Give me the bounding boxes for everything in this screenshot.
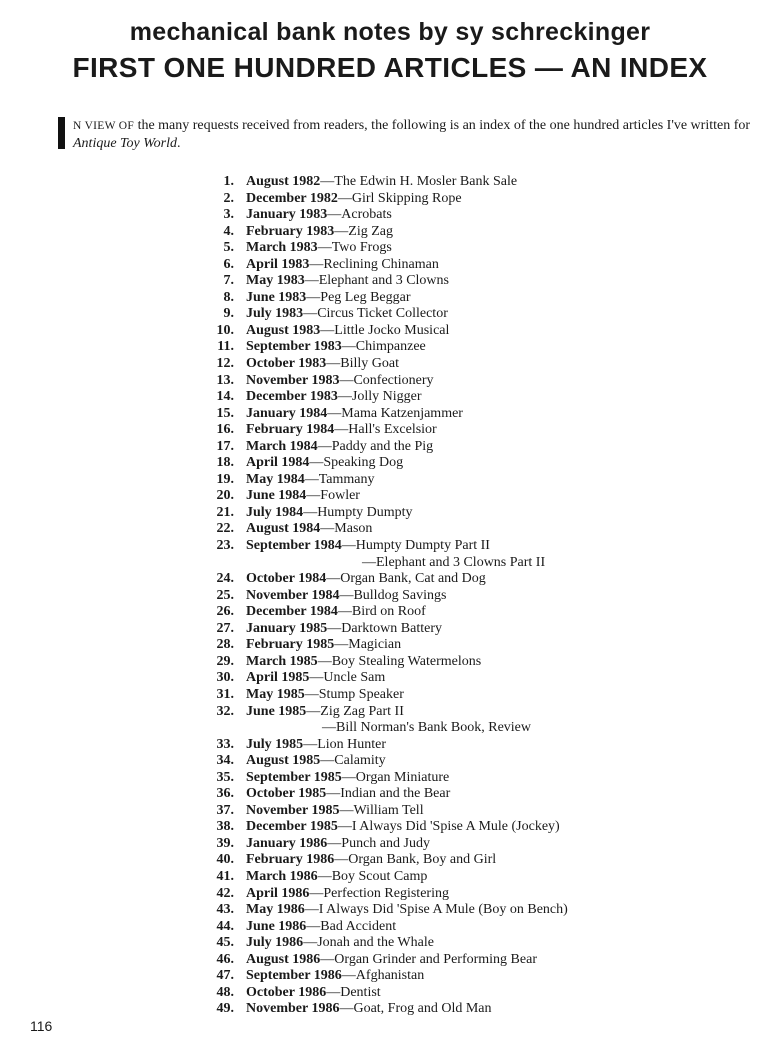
list-item: [200, 555, 760, 572]
list-item: [200, 687, 760, 704]
list-item: [200, 654, 760, 671]
entry-date: August 1985: [246, 753, 321, 769]
entry-title: —Humpty Dumpty Part II: [341, 538, 490, 554]
list-item: [200, 670, 760, 687]
entry-date: February 1986: [246, 852, 335, 868]
entry-number: 15.: [216, 405, 234, 421]
list-item: [200, 571, 760, 588]
entry-title: —I Always Did 'Spise A Mule (Boy on Bench): [304, 902, 568, 918]
entry-date: May 1985: [246, 686, 305, 702]
intro-lead: N VIEW OF: [73, 120, 135, 132]
entry-date: May 1984: [246, 471, 305, 487]
entry-number: 30.: [216, 670, 234, 686]
entry-number: 32.: [216, 703, 234, 719]
entry-date: January 1984: [246, 405, 328, 421]
list-item: [200, 704, 760, 721]
entry-date: November 1983: [246, 372, 340, 388]
entry-number: 9.: [223, 306, 234, 322]
entry-title: —Dentist: [326, 984, 381, 1000]
entry-title: —Fowler: [306, 488, 360, 504]
list-item: [200, 819, 760, 836]
entry-title: —Girl Skipping Rope: [337, 190, 462, 206]
intro-publication: Antique Toy World: [73, 136, 177, 151]
entry-date: February 1985: [246, 637, 335, 653]
entry-title: —Chimpanzee: [341, 339, 426, 355]
entry-date: July 1985: [246, 736, 304, 752]
list-item: [200, 373, 760, 390]
entry-title: —Boy Scout Camp: [317, 868, 428, 884]
entry-number: 4.: [223, 223, 234, 239]
list-item: [200, 356, 760, 373]
entry-number: 49.: [216, 1001, 234, 1017]
entry-number: 17.: [216, 438, 234, 454]
intro-end: .: [176, 136, 181, 151]
list-item: [200, 389, 760, 406]
entry-date: July 1983: [246, 306, 304, 322]
entry-title: —Lion Hunter: [303, 736, 387, 752]
entry-number: 29.: [216, 653, 234, 669]
entry-date: March 1983: [246, 240, 318, 256]
entry-title: —Jolly Nigger: [337, 389, 422, 405]
entry-number: 46.: [216, 951, 234, 967]
list-item: [200, 240, 760, 257]
entry-number: 14.: [216, 389, 234, 405]
entry-date: March 1984: [246, 438, 318, 454]
entry-number: 41.: [216, 868, 234, 884]
entry-date: October 1985: [246, 786, 327, 802]
list-item: [200, 406, 760, 423]
entry-number: 24.: [216, 571, 234, 587]
list-item: [200, 919, 760, 936]
entry-title: —Paddy and the Pig: [317, 438, 434, 454]
entry-date: March 1986: [246, 868, 318, 884]
entry-number: 22.: [216, 521, 234, 537]
entry-title: —Billy Goat: [326, 356, 399, 372]
entry-number: [200, 720, 234, 737]
page-subtitle: mechanical bank notes by sy schreckinger: [129, 18, 651, 46]
entry-number: 10.: [216, 322, 234, 338]
entry-number: 2.: [223, 190, 234, 206]
entry-title: —Zig Zag: [334, 223, 393, 239]
entry-title: —Mama Katzenjammer: [327, 405, 463, 421]
list-item: [200, 604, 760, 621]
list-item: [200, 836, 760, 853]
entry-number: 27.: [216, 620, 234, 636]
entry-date: September 1985: [246, 769, 342, 785]
list-item: [200, 323, 760, 340]
list-item: [200, 472, 760, 489]
entry-number: 18.: [216, 455, 234, 471]
entry-date: January 1983: [246, 207, 328, 223]
list-item: [200, 621, 760, 638]
entry-date: June 1984: [246, 488, 307, 504]
list-item: [200, 770, 760, 787]
list-item: [200, 737, 760, 754]
entry-title: —Indian and the Bear: [326, 786, 451, 802]
entry-title: —Reclining Chinaman: [309, 256, 439, 272]
entry-title: —Bad Accident: [306, 918, 397, 934]
entry-date: September 1983: [246, 339, 342, 355]
entry-date: March 1985: [246, 653, 318, 669]
entry-title: —Humpty Dumpty: [303, 504, 413, 520]
entry-number: 8.: [223, 289, 234, 305]
entry-number: 38.: [216, 819, 234, 835]
list-item: [200, 257, 760, 274]
entry-number: 39.: [216, 835, 234, 851]
entry-number: 5.: [223, 240, 234, 256]
entry-date: February 1984: [246, 422, 335, 438]
entry-title: —Organ Bank, Cat and Dog: [326, 571, 486, 587]
entry-title: —Little Jocko Musical: [320, 322, 450, 338]
entry-date: May 1983: [246, 273, 305, 289]
list-item: [200, 985, 760, 1002]
page-title: FIRST ONE HUNDRED ARTICLES — AN INDEX: [72, 52, 708, 83]
entry-title: —Zig Zag Part II: [306, 703, 404, 719]
entry-date: November 1984: [246, 587, 340, 603]
list-item: [200, 786, 760, 803]
entry-number: 1.: [223, 174, 234, 189]
entry-number: 34.: [216, 753, 234, 769]
list-item: [200, 273, 760, 290]
entry-number: 40.: [216, 852, 234, 868]
entry-title: —Goat, Frog and Old Man: [339, 1001, 492, 1017]
entry-title: —Elephant and 3 Clowns Part II: [362, 554, 546, 570]
entry-title: —Boy Stealing Watermelons: [317, 653, 482, 669]
entry-title: —Peg Leg Beggar: [306, 289, 411, 305]
list-item: [200, 968, 760, 985]
entry-date: June 1985: [246, 703, 307, 719]
entry-date: January 1985: [246, 620, 328, 636]
entry-title: —Bill Norman's Bank Book, Review: [322, 720, 532, 736]
list-item: [200, 488, 760, 505]
entry-date: November 1985: [246, 802, 340, 818]
entry-title: —Darktown Battery: [327, 620, 442, 636]
entry-title: —Speaking Dog: [309, 455, 404, 471]
entry-number: 47.: [216, 968, 234, 984]
entry-title: —Afghanistan: [341, 968, 425, 984]
entry-number: 20.: [216, 488, 234, 504]
entry-number: 7.: [223, 273, 234, 289]
entry-number: 44.: [216, 918, 234, 934]
entry-date: February 1983: [246, 223, 335, 239]
list-item: [200, 191, 760, 208]
entry-title: —Acrobats: [327, 207, 392, 223]
list-item: [200, 439, 760, 456]
entry-title: —Elephant and 3 Clowns: [304, 273, 449, 289]
list-item: [200, 902, 760, 919]
entry-number: 33.: [216, 736, 234, 752]
list-item: [200, 422, 760, 439]
entry-date: October 1984: [246, 571, 327, 587]
entry-date: January 1986: [246, 835, 328, 851]
list-item: [200, 521, 760, 538]
entry-number: 45.: [216, 935, 234, 951]
entry-title: —Organ Grinder and Performing Bear: [320, 951, 537, 967]
entry-number: 19.: [216, 471, 234, 487]
list-item: [200, 224, 760, 241]
entry-title: —Circus Ticket Collector: [303, 306, 448, 322]
list-item: [200, 869, 760, 886]
entry-number: 43.: [216, 902, 234, 918]
list-item: [200, 935, 760, 952]
entry-title: —Organ Miniature: [341, 769, 450, 785]
entry-title: —Tammany: [304, 471, 375, 487]
entry-date: May 1986: [246, 902, 305, 918]
entry-title: —Two Frogs: [317, 240, 392, 256]
entry-title: —William Tell: [339, 802, 424, 818]
list-item: [200, 637, 760, 654]
entry-number: 35.: [216, 769, 234, 785]
entry-date: December 1982: [246, 190, 338, 206]
entry-number: 12.: [216, 356, 234, 372]
entry-number: 26.: [216, 604, 234, 620]
entry-number: 42.: [216, 885, 234, 901]
list-item: [200, 306, 760, 323]
entry-date: August 1982: [246, 174, 321, 189]
entry-title: —Jonah and the Whale: [303, 935, 434, 951]
entry-title: —Confectionery: [339, 372, 434, 388]
entry-date: August 1986: [246, 951, 321, 967]
entry-number: 11.: [217, 339, 234, 355]
entry-date: October 1986: [246, 984, 327, 1000]
entry-number: 25.: [216, 587, 234, 603]
entry-date: April 1984: [246, 455, 310, 471]
entry-number: 6.: [223, 256, 234, 272]
entry-number: 3.: [223, 207, 234, 223]
list-item: [200, 753, 760, 770]
entry-date: December 1984: [246, 604, 338, 620]
entry-date: April 1983: [246, 256, 310, 272]
entry-title: —Bird on Roof: [337, 604, 426, 620]
entry-number: 13.: [216, 372, 234, 388]
entry-number: 31.: [216, 686, 234, 702]
list-item: [200, 886, 760, 903]
entry-date: April 1985: [246, 670, 310, 686]
entry-number: 16.: [216, 422, 234, 438]
entry-title: —Uncle Sam: [309, 670, 386, 686]
entry-date: June 1983: [246, 289, 307, 305]
list-item: [200, 1001, 760, 1018]
list-item: [200, 455, 760, 472]
entry-title: —Bulldog Savings: [339, 587, 447, 603]
entry-date: December 1983: [246, 389, 338, 405]
entry-title: —Magician: [334, 637, 402, 653]
list-item: [200, 588, 760, 605]
entry-date: April 1986: [246, 885, 310, 901]
entry-title: —Hall's Excelsior: [334, 422, 437, 438]
entry-title: —The Edwin H. Mosler Bank Sale: [320, 174, 518, 189]
entry-number: [200, 555, 234, 572]
entry-number: 48.: [216, 984, 234, 1000]
intro-body: the many requests received from readers, the following is an index of the one hundred articles I've written for: [134, 118, 751, 133]
entry-number: 37.: [216, 802, 234, 818]
list-item: [200, 174, 760, 191]
entry-date: November 1986: [246, 1001, 340, 1017]
entry-date: September 1986: [246, 968, 342, 984]
entry-title: —I Always Did 'Spise A Mule (Jockey): [337, 819, 560, 835]
entry-title: —Calamity: [320, 753, 386, 769]
entry-number: 36.: [216, 786, 234, 802]
entry-date: August 1984: [246, 521, 321, 537]
entry-title: —Stump Speaker: [304, 686, 404, 702]
list-item: [200, 207, 760, 224]
list-item: [200, 339, 760, 356]
entry-number: 21.: [216, 504, 234, 520]
entry-date: July 1986: [246, 935, 304, 951]
list-item: [200, 538, 760, 555]
list-item: [200, 803, 760, 820]
entry-date: July 1984: [246, 504, 304, 520]
entry-number: 28.: [216, 637, 234, 653]
list-item: [200, 720, 760, 737]
entry-date: June 1986: [246, 918, 307, 934]
entry-title: —Mason: [320, 521, 373, 537]
entry-title: —Punch and Judy: [327, 835, 430, 851]
article-index-list: [200, 174, 760, 1018]
entry-date: September 1984: [246, 538, 342, 554]
entry-date: October 1983: [246, 356, 327, 372]
list-item: [200, 505, 760, 522]
entry-title: —Organ Bank, Boy and Girl: [334, 852, 497, 868]
entry-title: —Perfection Registering: [309, 885, 449, 901]
list-item: [200, 852, 760, 869]
list-item: [200, 290, 760, 307]
entry-number: 23.: [216, 538, 234, 554]
page-number: 116: [30, 1018, 53, 1034]
intro-paragraph: [58, 117, 760, 153]
entry-date: December 1985: [246, 819, 338, 835]
entry-date: August 1983: [246, 322, 321, 338]
list-item: [200, 952, 760, 969]
